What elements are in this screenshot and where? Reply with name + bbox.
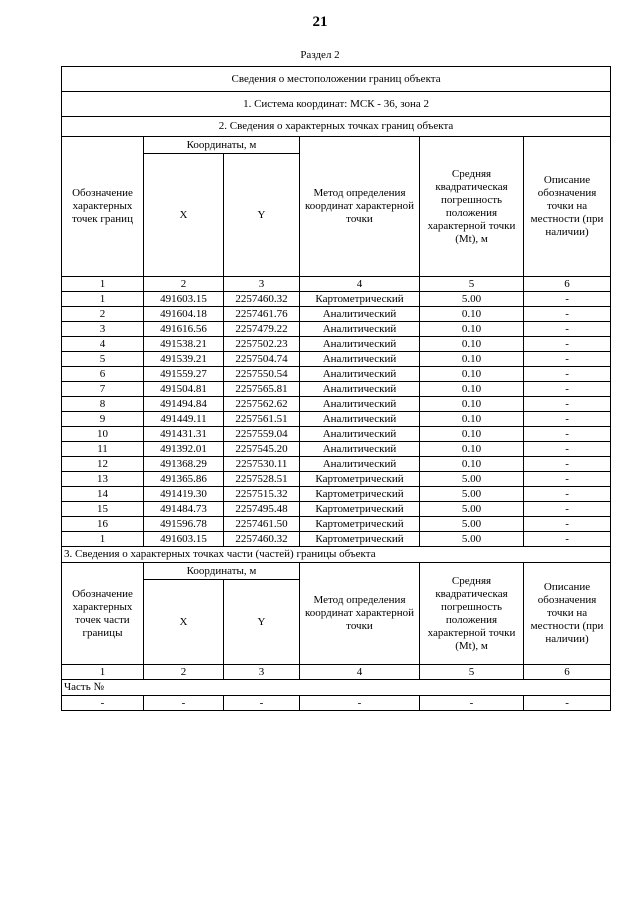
page-number: 21 bbox=[312, 14, 328, 30]
table-row bbox=[62, 427, 611, 442]
error-cell: 5.00 bbox=[420, 487, 524, 502]
y-cell: 2257460.32 bbox=[224, 532, 300, 547]
header-method: Метод определения координат характерной точки bbox=[300, 137, 420, 277]
x-cell: 491419.30 bbox=[144, 487, 224, 502]
table-row bbox=[62, 307, 611, 322]
part-label: Часть № bbox=[62, 680, 611, 696]
column-number: 6 bbox=[524, 665, 611, 680]
x-cell: 491604.18 bbox=[144, 307, 224, 322]
x-cell: 491539.21 bbox=[144, 352, 224, 367]
section-label: Раздел 2 bbox=[300, 49, 340, 61]
parts-empty-row bbox=[62, 696, 611, 711]
x-cell: 491494.84 bbox=[144, 397, 224, 412]
y-cell: 2257545.20 bbox=[224, 442, 300, 457]
column-number: 3 bbox=[224, 277, 300, 292]
description-cell: - bbox=[524, 307, 611, 322]
method-cell: Картометрический bbox=[300, 292, 420, 307]
column-number: 2 bbox=[144, 665, 224, 680]
x-cell: 491392.01 bbox=[144, 442, 224, 457]
table-row bbox=[62, 457, 611, 472]
parts-header-y: Y bbox=[224, 580, 300, 665]
parts-header-coords: Координаты, м bbox=[144, 563, 300, 580]
x-cell: 491449.11 bbox=[144, 412, 224, 427]
error-cell: 0.10 bbox=[420, 382, 524, 397]
error-cell: 5.00 bbox=[420, 472, 524, 487]
parts-heading: 3. Сведения о характерных точках части (частей) границы объекта bbox=[62, 547, 611, 563]
header-designation: Обозначение характерных точек границ bbox=[62, 137, 144, 277]
table-cell: - bbox=[524, 696, 611, 711]
error-cell: 5.00 bbox=[420, 517, 524, 532]
description-cell: - bbox=[524, 412, 611, 427]
y-cell: 2257515.32 bbox=[224, 487, 300, 502]
y-cell: 2257562.62 bbox=[224, 397, 300, 412]
error-cell: 5.00 bbox=[420, 502, 524, 517]
error-cell: 0.10 bbox=[420, 442, 524, 457]
y-cell: 2257528.51 bbox=[224, 472, 300, 487]
y-cell: 2257461.76 bbox=[224, 307, 300, 322]
point-id-cell: 12 bbox=[62, 457, 144, 472]
point-id-cell: 15 bbox=[62, 502, 144, 517]
parts-column-number-row bbox=[62, 665, 611, 680]
table-row bbox=[62, 322, 611, 337]
table-row bbox=[62, 472, 611, 487]
method-cell: Аналитический bbox=[300, 352, 420, 367]
column-number: 2 bbox=[144, 277, 224, 292]
table-row bbox=[62, 442, 611, 457]
header-description: Описание обозначения точки на местности (при наличии) bbox=[524, 137, 611, 277]
x-cell: 491431.31 bbox=[144, 427, 224, 442]
table-row bbox=[62, 487, 611, 502]
method-cell: Аналитический bbox=[300, 382, 420, 397]
column-number: 4 bbox=[300, 277, 420, 292]
header-y: Y bbox=[224, 154, 300, 277]
table-row bbox=[62, 397, 611, 412]
y-cell: 2257565.81 bbox=[224, 382, 300, 397]
error-cell: 0.10 bbox=[420, 427, 524, 442]
method-cell: Аналитический bbox=[300, 337, 420, 352]
point-id-cell: 13 bbox=[62, 472, 144, 487]
table-row bbox=[62, 517, 611, 532]
table-row bbox=[62, 352, 611, 367]
y-cell: 2257461.50 bbox=[224, 517, 300, 532]
x-cell: 491538.21 bbox=[144, 337, 224, 352]
method-cell: Аналитический bbox=[300, 367, 420, 382]
table-cell: - bbox=[420, 696, 524, 711]
column-number: 1 bbox=[62, 277, 144, 292]
y-cell: 2257559.04 bbox=[224, 427, 300, 442]
y-cell: 2257550.54 bbox=[224, 367, 300, 382]
point-id-cell: 8 bbox=[62, 397, 144, 412]
description-cell: - bbox=[524, 322, 611, 337]
table-row bbox=[62, 337, 611, 352]
header-x: X bbox=[144, 154, 224, 277]
description-cell: - bbox=[524, 382, 611, 397]
table-cell: - bbox=[144, 696, 224, 711]
method-cell: Картометрический bbox=[300, 487, 420, 502]
parts-header-x: X bbox=[144, 580, 224, 665]
description-cell: - bbox=[524, 502, 611, 517]
x-cell: 491603.15 bbox=[144, 532, 224, 547]
description-cell: - bbox=[524, 352, 611, 367]
y-cell: 2257460.32 bbox=[224, 292, 300, 307]
column-number: 3 bbox=[224, 665, 300, 680]
description-cell: - bbox=[524, 517, 611, 532]
point-id-cell: 14 bbox=[62, 487, 144, 502]
description-cell: - bbox=[524, 292, 611, 307]
point-id-cell: 3 bbox=[62, 322, 144, 337]
description-cell: - bbox=[524, 367, 611, 382]
point-id-cell: 16 bbox=[62, 517, 144, 532]
method-cell: Аналитический bbox=[300, 322, 420, 337]
table-cell: - bbox=[300, 696, 420, 711]
column-number: 4 bbox=[300, 665, 420, 680]
y-cell: 2257502.23 bbox=[224, 337, 300, 352]
method-cell: Картометрический bbox=[300, 517, 420, 532]
table-title: Сведения о местоположении границ объекта bbox=[62, 67, 611, 92]
parts-header-error: Средняя квадратическая погрешность положения характерной точки (Mt), м bbox=[420, 563, 524, 665]
description-cell: - bbox=[524, 442, 611, 457]
method-cell: Аналитический bbox=[300, 307, 420, 322]
point-id-cell: 7 bbox=[62, 382, 144, 397]
description-cell: - bbox=[524, 457, 611, 472]
table-row bbox=[62, 292, 611, 307]
table-row bbox=[62, 502, 611, 517]
x-cell: 491559.27 bbox=[144, 367, 224, 382]
error-cell: 5.00 bbox=[420, 292, 524, 307]
error-cell: 0.10 bbox=[420, 307, 524, 322]
point-id-cell: 1 bbox=[62, 532, 144, 547]
parts-header-designation: Обозначение характерных точек части границы bbox=[62, 563, 144, 665]
description-cell: - bbox=[524, 487, 611, 502]
method-cell: Аналитический bbox=[300, 442, 420, 457]
point-id-cell: 6 bbox=[62, 367, 144, 382]
table-cell: - bbox=[62, 696, 144, 711]
point-id-cell: 10 bbox=[62, 427, 144, 442]
points-heading: 2. Сведения о характерных точках границ объекта bbox=[62, 117, 611, 137]
y-cell: 2257561.51 bbox=[224, 412, 300, 427]
description-cell: - bbox=[524, 532, 611, 547]
point-id-cell: 9 bbox=[62, 412, 144, 427]
header-coords: Координаты, м bbox=[144, 137, 300, 154]
description-cell: - bbox=[524, 427, 611, 442]
error-cell: 0.10 bbox=[420, 367, 524, 382]
x-cell: 491603.15 bbox=[144, 292, 224, 307]
column-number: 5 bbox=[420, 665, 524, 680]
method-cell: Аналитический bbox=[300, 412, 420, 427]
x-cell: 491484.73 bbox=[144, 502, 224, 517]
boundary-table bbox=[61, 66, 611, 711]
y-cell: 2257530.11 bbox=[224, 457, 300, 472]
x-cell: 491368.29 bbox=[144, 457, 224, 472]
error-cell: 5.00 bbox=[420, 532, 524, 547]
x-cell: 491504.81 bbox=[144, 382, 224, 397]
error-cell: 0.10 bbox=[420, 352, 524, 367]
table-row bbox=[62, 412, 611, 427]
point-id-cell: 4 bbox=[62, 337, 144, 352]
method-cell: Картометрический bbox=[300, 502, 420, 517]
description-cell: - bbox=[524, 337, 611, 352]
error-cell: 0.10 bbox=[420, 397, 524, 412]
method-cell: Картометрический bbox=[300, 532, 420, 547]
error-cell: 0.10 bbox=[420, 412, 524, 427]
parts-header-description: Описание обозначения точки на местности (при наличии) bbox=[524, 563, 611, 665]
error-cell: 0.10 bbox=[420, 457, 524, 472]
method-cell: Картометрический bbox=[300, 472, 420, 487]
y-cell: 2257495.48 bbox=[224, 502, 300, 517]
y-cell: 2257479.22 bbox=[224, 322, 300, 337]
column-number: 6 bbox=[524, 277, 611, 292]
error-cell: 0.10 bbox=[420, 337, 524, 352]
point-id-cell: 5 bbox=[62, 352, 144, 367]
coord-system: 1. Система координат: МСК - 36, зона 2 bbox=[62, 92, 611, 117]
table-row bbox=[62, 382, 611, 397]
method-cell: Аналитический bbox=[300, 397, 420, 412]
x-cell: 491596.78 bbox=[144, 517, 224, 532]
table-row bbox=[62, 532, 611, 547]
x-cell: 491365.86 bbox=[144, 472, 224, 487]
column-number: 5 bbox=[420, 277, 524, 292]
point-id-cell: 2 bbox=[62, 307, 144, 322]
description-cell: - bbox=[524, 472, 611, 487]
error-cell: 0.10 bbox=[420, 322, 524, 337]
y-cell: 2257504.74 bbox=[224, 352, 300, 367]
method-cell: Аналитический bbox=[300, 427, 420, 442]
header-error: Средняя квадратическая погрешность положения характерной точки (Mt), м bbox=[420, 137, 524, 277]
description-cell: - bbox=[524, 397, 611, 412]
point-id-cell: 11 bbox=[62, 442, 144, 457]
table-row bbox=[62, 367, 611, 382]
method-cell: Аналитический bbox=[300, 457, 420, 472]
point-id-cell: 1 bbox=[62, 292, 144, 307]
table-cell: - bbox=[224, 696, 300, 711]
column-number: 1 bbox=[62, 665, 144, 680]
parts-header-method: Метод определения координат характерной точки bbox=[300, 563, 420, 665]
column-number-row bbox=[62, 277, 611, 292]
x-cell: 491616.56 bbox=[144, 322, 224, 337]
